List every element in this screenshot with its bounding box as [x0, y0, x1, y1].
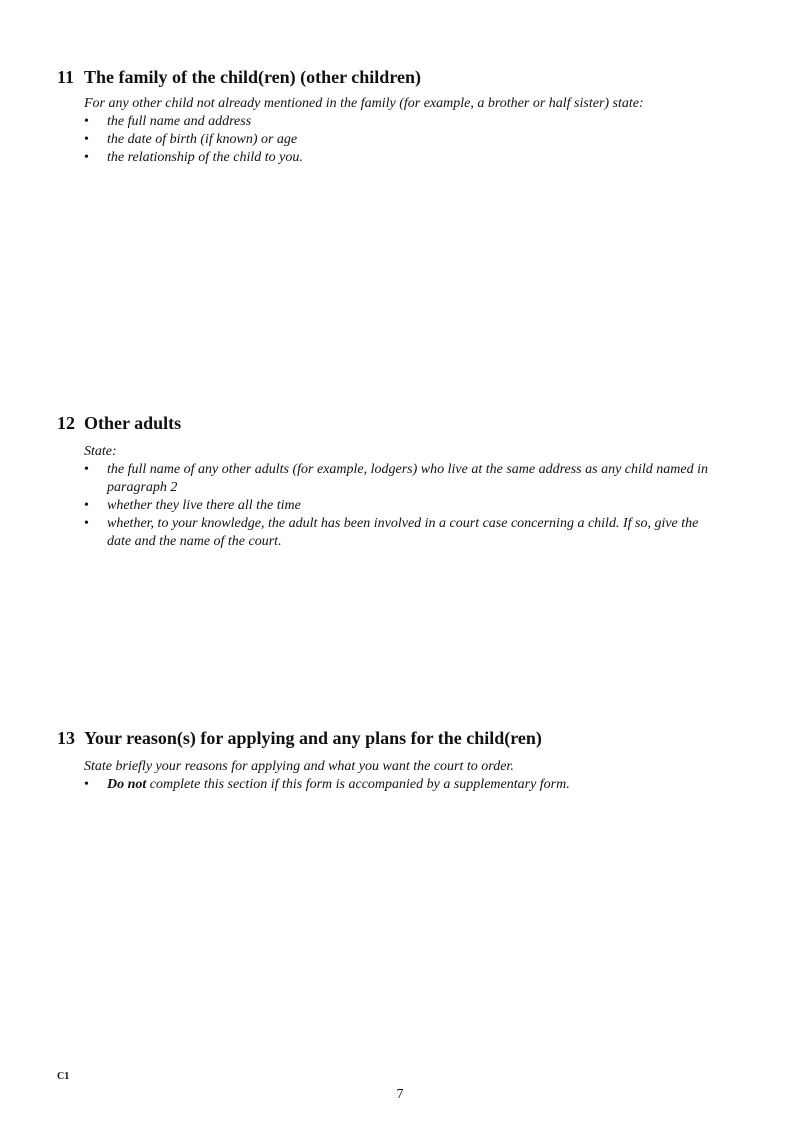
section-title: Other adults	[84, 413, 182, 433]
section-number: 13	[57, 728, 75, 748]
section-intro: State:	[84, 444, 117, 459]
form-code: C1	[57, 1071, 70, 1082]
section-number: 11	[57, 67, 75, 87]
list-item-text: complete this section if this form is accompanied by a supplementary form.	[146, 777, 570, 792]
section-intro: State briefly your reasons for applying and what you want the court to order.	[84, 759, 514, 774]
list-item	[84, 515, 714, 551]
section-11-heading	[57, 66, 757, 88]
bullet-icon: •	[84, 498, 89, 513]
bullet-icon: •	[84, 516, 89, 531]
list-item	[84, 149, 757, 167]
section-13-body	[84, 758, 757, 794]
list-item-text: the relationship of the child to you.	[107, 150, 303, 165]
section-11	[57, 66, 757, 167]
section-title: The family of the child(ren) (other children)	[84, 67, 421, 87]
list-item-text: the full name of any other adults (for example, lodgers) who live at the same address as any child named in paragraph 2	[107, 462, 709, 495]
section-12-body	[84, 443, 757, 551]
list-item	[84, 131, 757, 149]
list-item-text: the full name and address	[107, 114, 252, 129]
list-item-emphasis: Do not	[107, 777, 147, 792]
bullet-icon: •	[84, 150, 89, 165]
section-11-body	[84, 95, 757, 167]
list-item	[84, 461, 714, 497]
section-13	[57, 727, 757, 794]
list-item	[84, 113, 757, 131]
bullet-icon: •	[84, 114, 89, 129]
list-item-text: whether they live there all the time	[107, 498, 301, 513]
bullet-icon: •	[84, 462, 89, 477]
section-13-heading	[57, 727, 757, 749]
bullet-icon: •	[84, 777, 89, 792]
section-intro: For any other child not already mentioned in the family (for example, a brother or half sister) state:	[84, 96, 644, 111]
list-item-text: the date of birth (if known) or age	[107, 132, 298, 147]
page-number: 7	[396, 1087, 404, 1102]
section-12-heading	[57, 412, 757, 434]
bullet-icon: •	[84, 132, 89, 147]
section-number: 12	[57, 413, 75, 433]
list-item	[84, 497, 714, 515]
section-12	[57, 412, 757, 551]
bullet-list	[84, 113, 757, 167]
list-item	[84, 776, 757, 794]
bullet-list	[84, 776, 757, 794]
bullet-list	[84, 461, 714, 551]
list-item-text: whether, to your knowledge, the adult has been involved in a court case concerning a child. If so, give the date and the name of the court.	[107, 516, 699, 549]
section-title: Your reason(s) for applying and any plans for the child(ren)	[84, 728, 542, 748]
